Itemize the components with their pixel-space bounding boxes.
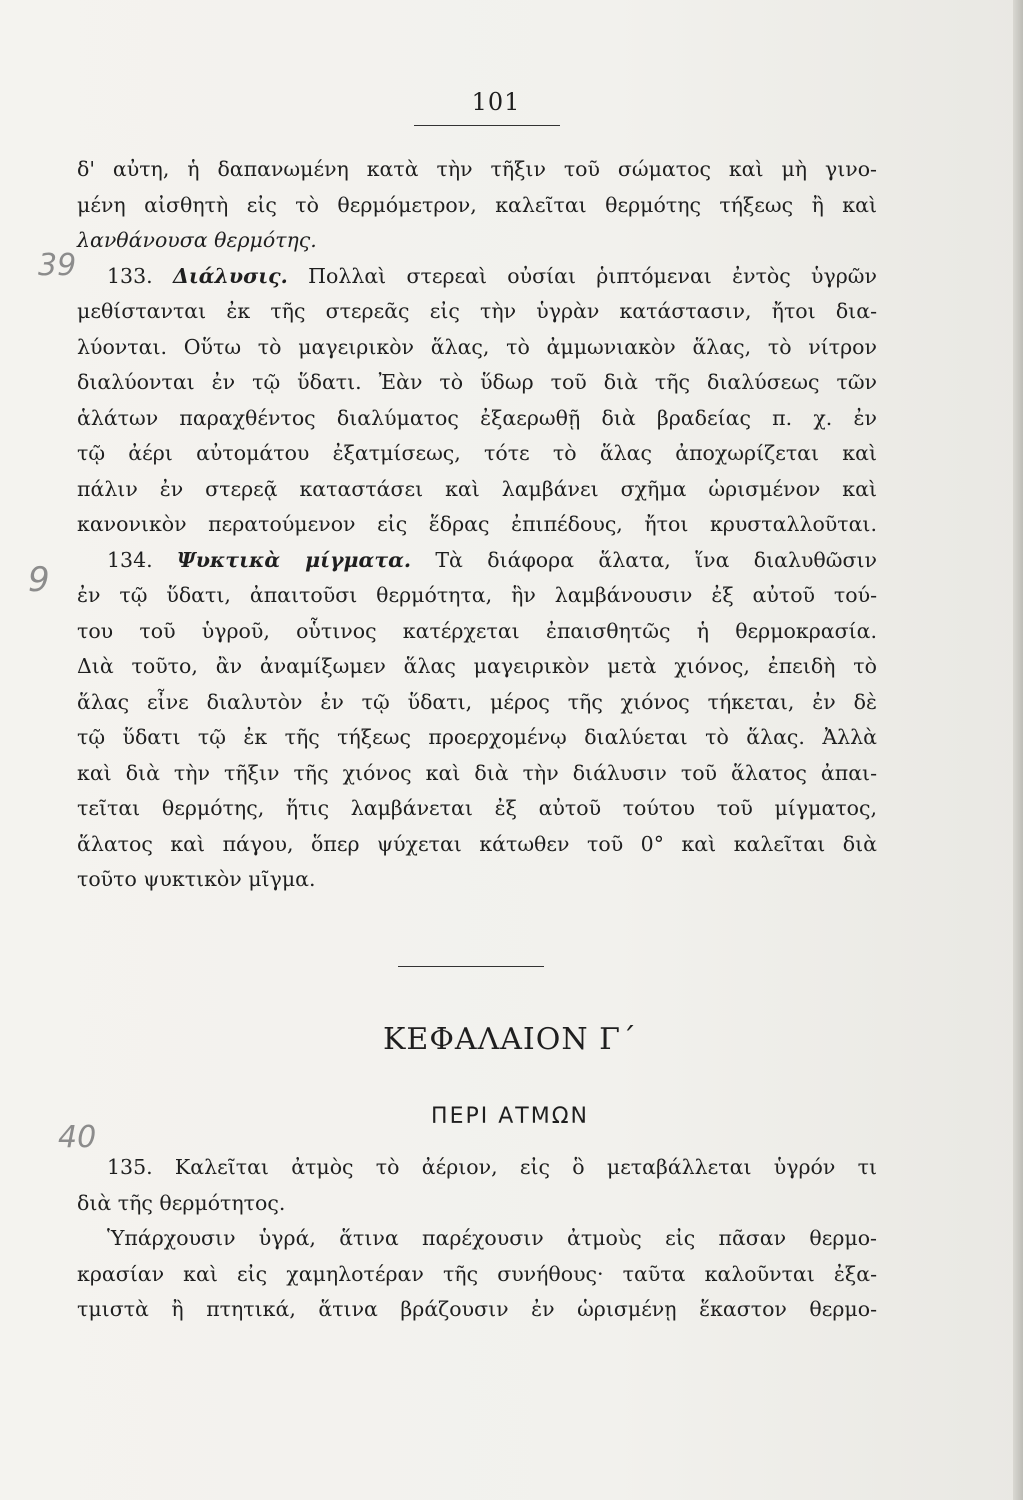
section-heading: Ψυκτικὰ μίγματα. bbox=[176, 547, 412, 572]
text-line: ἐν τῷ ὕδατι, ἀπαιτοῦσι θερμότητα, ἣν λαμβάνουσιν ἐξ αὐτοῦ τού- bbox=[77, 583, 877, 607]
text-line: διαλύονται ἐν τῷ ὕδατι. Ἐὰν τὸ ὕδωρ τοῦ διὰ τῆς διαλύσεως τῶν bbox=[77, 370, 877, 394]
page-number-rule bbox=[414, 125, 560, 126]
text-line: ἅλας εἶνε διαλυτὸν ἐν τῷ ὕδατι, μέρος τῆς χιόνος τήκεται, ἐν δὲ bbox=[77, 689, 877, 714]
text-line: λανθάνουσα θερμότης. bbox=[77, 228, 317, 252]
chapter-text-block bbox=[77, 1150, 877, 1328]
text-line: ἁλάτων παραχθέντος διαλύματος ἐξαερωθῇ διὰ βραδείας π. χ. ἐν bbox=[77, 405, 877, 430]
section-135-first-line: 135. Καλεῖται ἀτμὸς τὸ ἀέριον, εἰς ὃ μεταβάλλεται ὑγρόν τι bbox=[107, 1155, 877, 1179]
text-line: κανονικὸν περατούμενον εἰς ἕδρας ἐπιπέδους, ἤτοι κρυσταλλοῦται. bbox=[77, 512, 877, 536]
text-line: μεθίστανται ἐκ τῆς στερεᾶς εἰς τὴν ὑγρὰν κατάστασιν, ἤτοι δια- bbox=[77, 299, 877, 323]
chapter-subtitle: ΠΕΡΙ ΑΤΜΩΝ bbox=[431, 1104, 589, 1129]
text-line: ἅλατος καὶ πάγου, ὅπερ ψύχεται κάτωθεν τοῦ 0° καὶ καλεῖται διὰ bbox=[77, 831, 877, 856]
text-line: δ' αὐτη, ἡ δαπανωμένη κατὰ τὴν τῆξιν τοῦ σώματος καὶ μὴ γινο- bbox=[77, 157, 877, 181]
section-133-first-line: 133. Διάλυσις. Πολλαὶ στερεαὶ οὐσίαι ῥιπτόμεναι ἐντὸς ὑγρῶν bbox=[107, 263, 877, 288]
text-line: τεῖται θερμότης, ἥτις λαμβάνεται ἐξ αὐτοῦ τούτου τοῦ μίγματος, bbox=[77, 796, 877, 820]
text-line: μένη αἰσθητὴ εἰς τὸ θερμόμετρον, καλεῖται θερμότης τήξεως ἢ καὶ bbox=[77, 192, 877, 217]
section-number: 134. bbox=[107, 547, 153, 572]
chapter-title: ΚΕΦΑΛΑΙΟΝ Γ΄ bbox=[383, 1022, 637, 1057]
text-line: του τοῦ ὑγροῦ, οὗτινος κατέρχεται ἐπαισθητῶς ἡ θερμοκρασία. bbox=[77, 618, 877, 643]
text-line: Διὰ τοῦτο, ἂν ἀναμίξωμεν ἅλας μαγειρικὸν μετὰ χιόνος, ἐπειδὴ τὸ bbox=[77, 654, 877, 678]
section-number: 133. bbox=[107, 263, 153, 288]
section-divider bbox=[398, 966, 544, 967]
text-line: τοῦτο ψυκτικὸν μῖγμα. bbox=[77, 867, 316, 891]
text-line: κρασίαν καὶ εἰς χαμηλοτέραν τῆς συνήθους· ταῦτα καλοῦνται ἐξα- bbox=[77, 1261, 877, 1286]
text-line: τῷ ἀέρι αὐτομάτου ἐξατμίσεως, τότε τὸ ἅλας ἀποχωρίζεται καὶ bbox=[77, 441, 877, 465]
pencil-annotation-39: 39 bbox=[38, 248, 77, 283]
text-line: καὶ διὰ τὴν τῆξιν τῆς χιόνος καὶ διὰ τὴν διάλυσιν τοῦ ἅλατος ἀπαι- bbox=[77, 760, 877, 785]
pencil-annotation-9: 9 bbox=[28, 560, 50, 600]
section-heading: Διάλυσις. bbox=[172, 263, 288, 288]
text-line: τμιστὰ ἢ πτητικά, ἅτινα βράζουσιν ἐν ὡρισμένῃ ἕκαστον θερμο- bbox=[77, 1297, 877, 1321]
text-line: λύονται. Οὕτω τὸ μαγειρικὸν ἅλας, τὸ ἀμμωνιακὸν ἅλας, τὸ νίτρον bbox=[77, 334, 877, 359]
text-line: διὰ τῆς θερμότητος. bbox=[77, 1190, 286, 1215]
text-line: τῷ ὕδατι τῷ ἐκ τῆς τήξεως προερχομένῳ διαλύεται τὸ ἅλας. Ἀλλὰ bbox=[77, 725, 877, 749]
pencil-annotation-40: 40 bbox=[58, 1120, 97, 1155]
section-number: 135. bbox=[107, 1155, 153, 1179]
text-line: πάλιν ἐν στερεᾷ καταστάσει καὶ λαμβάνει σχῆμα ὡρισμένον καὶ bbox=[77, 476, 877, 501]
page-number: 101 bbox=[471, 88, 521, 116]
main-text-block bbox=[77, 152, 877, 898]
section-134-first-line: 134. Ψυκτικὰ μίγματα. Τὰ διάφορα ἅλατα, ἵνα διαλυθῶσιν bbox=[107, 547, 877, 572]
page-edge bbox=[1013, 0, 1023, 1500]
text-line: Ὑπάρχουσιν ὑγρά, ἅτινα παρέχουσιν ἀτμοὺς εἰς πᾶσαν θερμο- bbox=[107, 1226, 877, 1250]
